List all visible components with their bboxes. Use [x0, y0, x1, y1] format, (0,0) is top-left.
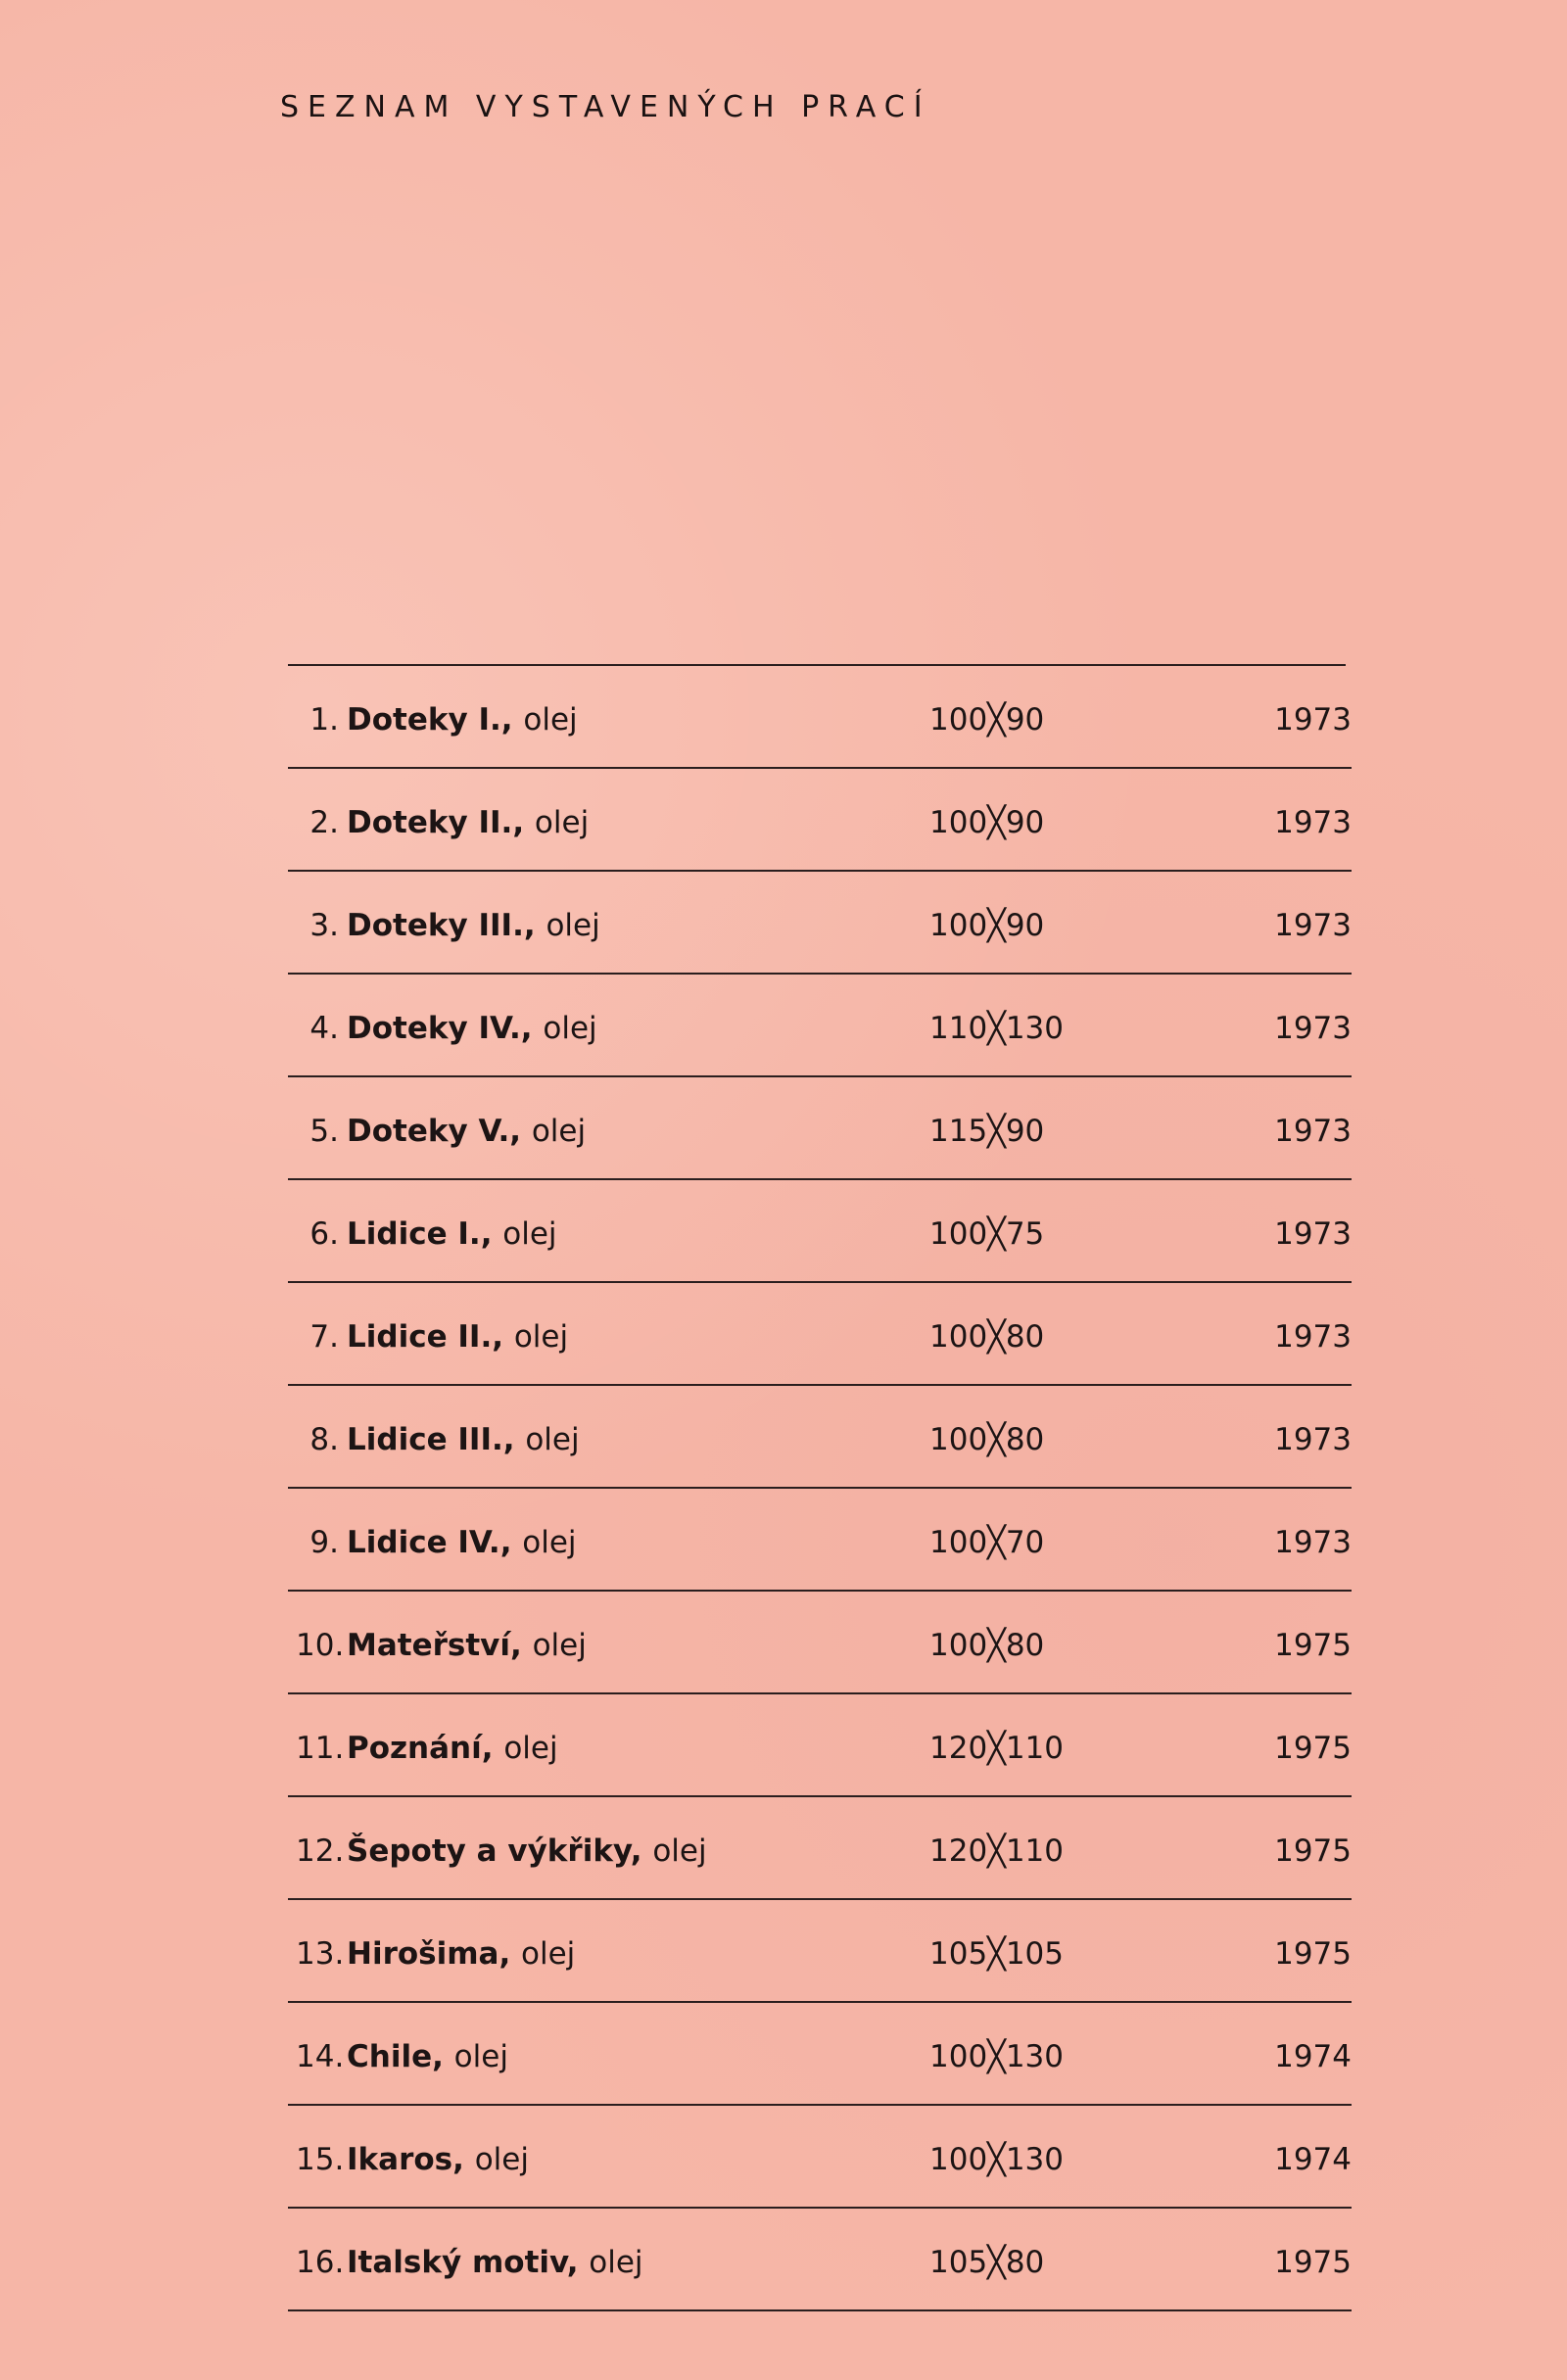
work-medium: olej	[543, 1011, 597, 1046]
work-row	[288, 1694, 1352, 1797]
work-dimensions: 100╳90	[929, 805, 1045, 840]
work-medium: olej	[523, 702, 578, 738]
works-list	[288, 666, 1352, 2311]
work-title-text: Lidice II.,	[347, 1319, 504, 1355]
work-dimensions: 105╳105	[929, 1936, 1065, 1972]
work-title	[347, 1422, 580, 1457]
work-title-text: Poznání,	[347, 1731, 494, 1766]
work-dimensions: 115╳90	[929, 1114, 1045, 1149]
work-title	[347, 1525, 577, 1560]
work-row	[288, 1489, 1352, 1592]
work-year: 1973	[1274, 1422, 1352, 1457]
work-title-text: Doteky V.,	[347, 1114, 522, 1149]
work-title-text: Lidice I.,	[347, 1216, 493, 1252]
work-year: 1974	[1274, 2142, 1352, 2177]
work-year: 1973	[1274, 805, 1352, 840]
work-title	[347, 1319, 569, 1355]
work-year: 1973	[1274, 702, 1352, 738]
work-dimensions: 120╳110	[929, 1833, 1065, 1869]
work-title	[347, 1216, 557, 1252]
work-row	[288, 2106, 1352, 2209]
work-medium: olej	[521, 1936, 576, 1972]
work-row	[288, 1900, 1352, 2003]
work-title	[347, 2039, 508, 2074]
work-medium: olej	[589, 2245, 643, 2280]
work-medium: olej	[474, 2142, 529, 2177]
work-title-text: Hirošima,	[347, 1936, 511, 1972]
work-number: 12.	[296, 1833, 345, 1869]
work-number: 5.	[309, 1114, 339, 1149]
work-title	[347, 805, 590, 840]
work-number: 11.	[296, 1731, 345, 1766]
work-medium: olej	[503, 1731, 558, 1766]
work-number: 2.	[309, 805, 339, 840]
work-title-text: Chile,	[347, 2039, 444, 2074]
work-title-text: Doteky II.,	[347, 805, 525, 840]
work-year: 1975	[1274, 1628, 1352, 1663]
work-dimensions: 100╳80	[929, 1628, 1045, 1663]
work-year: 1973	[1274, 1011, 1352, 1046]
work-medium: olej	[522, 1525, 577, 1560]
work-number: 9.	[309, 1525, 339, 1560]
work-title	[347, 1936, 576, 1972]
work-row	[288, 1797, 1352, 1900]
work-year: 1973	[1274, 1216, 1352, 1252]
work-title	[347, 908, 600, 943]
work-title	[347, 1833, 707, 1869]
work-number: 7.	[309, 1319, 339, 1355]
work-title-text: Lidice III.,	[347, 1422, 515, 1457]
work-medium: olej	[534, 805, 590, 840]
work-year: 1973	[1274, 1319, 1352, 1355]
work-row	[288, 975, 1352, 1077]
work-number: 6.	[309, 1216, 339, 1252]
page-heading: SEZNAM VYSTAVENÝCH PRACÍ	[280, 90, 931, 124]
work-title-text: Lidice IV.,	[347, 1525, 512, 1560]
work-medium: olej	[525, 1422, 580, 1457]
work-number: 4.	[309, 1011, 339, 1046]
work-medium: olej	[513, 1319, 569, 1355]
work-number: 10.	[296, 1628, 345, 1663]
work-row	[288, 769, 1352, 872]
work-title	[347, 702, 578, 738]
work-number: 13.	[296, 1936, 345, 1972]
work-title-text: Šepoty a výkřiky,	[347, 1833, 642, 1869]
work-title-text: Ikaros,	[347, 2142, 464, 2177]
work-dimensions: 100╳70	[929, 1525, 1045, 1560]
work-year: 1975	[1274, 1936, 1352, 1972]
work-year: 1975	[1274, 1731, 1352, 1766]
work-medium: olej	[502, 1216, 557, 1252]
work-dimensions: 110╳130	[929, 1011, 1065, 1046]
work-title	[347, 2245, 643, 2280]
work-dimensions: 100╳130	[929, 2039, 1065, 2074]
work-year: 1973	[1274, 908, 1352, 943]
work-row	[288, 1592, 1352, 1694]
work-dimensions: 100╳90	[929, 702, 1045, 738]
work-number: 8.	[309, 1422, 339, 1457]
work-dimensions: 120╳110	[929, 1731, 1065, 1766]
work-medium: olej	[652, 1833, 707, 1869]
work-dimensions: 100╳80	[929, 1422, 1045, 1457]
work-row	[288, 1077, 1352, 1180]
work-row	[288, 666, 1352, 769]
work-title	[347, 2142, 529, 2177]
work-year: 1973	[1274, 1114, 1352, 1149]
work-title	[347, 1628, 587, 1663]
work-number: 16.	[296, 2245, 345, 2280]
work-row	[288, 2209, 1352, 2311]
work-year: 1975	[1274, 2245, 1352, 2280]
work-title	[347, 1011, 597, 1046]
work-row	[288, 1386, 1352, 1489]
work-row	[288, 2003, 1352, 2106]
work-year: 1975	[1274, 1833, 1352, 1869]
work-dimensions: 100╳90	[929, 908, 1045, 943]
work-dimensions: 100╳75	[929, 1216, 1045, 1252]
work-title-text: Mateřství,	[347, 1628, 522, 1663]
work-row	[288, 872, 1352, 975]
work-title-text: Doteky IV.,	[347, 1011, 533, 1046]
work-medium: olej	[453, 2039, 508, 2074]
work-number: 14.	[296, 2039, 345, 2074]
work-title-text: Doteky III.,	[347, 908, 536, 943]
work-title-text: Italský motiv,	[347, 2245, 579, 2280]
work-number: 15.	[296, 2142, 345, 2177]
work-dimensions: 100╳80	[929, 1319, 1045, 1355]
work-medium: olej	[531, 1114, 587, 1149]
work-dimensions: 105╳80	[929, 2245, 1045, 2280]
work-number: 3.	[309, 908, 339, 943]
work-year: 1973	[1274, 1525, 1352, 1560]
work-year: 1974	[1274, 2039, 1352, 2074]
work-title	[347, 1731, 558, 1766]
work-title	[347, 1114, 587, 1149]
work-medium: olej	[532, 1628, 587, 1663]
work-medium: olej	[546, 908, 600, 943]
work-row	[288, 1283, 1352, 1386]
work-dimensions: 100╳130	[929, 2142, 1065, 2177]
work-row	[288, 1180, 1352, 1283]
work-title-text: Doteky I.,	[347, 702, 513, 738]
work-number: 1.	[309, 702, 339, 738]
